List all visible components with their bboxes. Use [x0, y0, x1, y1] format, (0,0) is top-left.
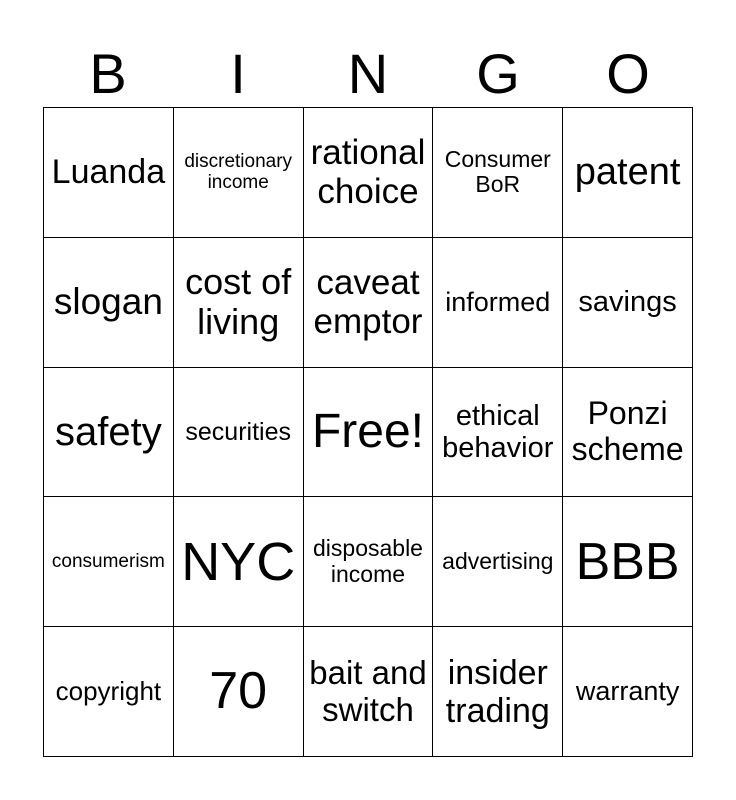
header-letter-b: B — [89, 42, 127, 105]
bingo-cell[interactable]: safety — [44, 368, 174, 498]
bingo-cell[interactable]: consumerism — [44, 497, 174, 627]
bingo-cell[interactable]: advertising — [433, 497, 563, 627]
bingo-cell[interactable]: discretionary income — [174, 108, 304, 238]
bingo-cell[interactable]: ethical behavior — [433, 368, 563, 498]
bingo-cell[interactable]: NYC — [174, 497, 304, 627]
bingo-cell[interactable]: warranty — [563, 627, 693, 757]
bingo-cell[interactable]: insider trading — [433, 627, 563, 757]
header-letter-o: O — [606, 42, 650, 105]
bingo-cell[interactable]: rational choice — [304, 108, 434, 238]
bingo-cell[interactable]: Luanda — [44, 108, 174, 238]
bingo-cell-free-space[interactable]: Free! — [304, 368, 434, 498]
bingo-cell[interactable]: patent — [563, 108, 693, 238]
header-letter-g: G — [476, 42, 520, 105]
header-letter-n: N — [347, 42, 389, 105]
bingo-cell[interactable]: 70 — [174, 627, 304, 757]
bingo-cell[interactable]: caveat emptor — [304, 238, 434, 368]
header-letter-i: I — [230, 42, 246, 105]
bingo-cell[interactable]: bait and switch — [304, 627, 434, 757]
bingo-cell[interactable]: disposable income — [304, 497, 434, 627]
bingo-cell[interactable]: Consumer BoR — [433, 108, 563, 238]
bingo-cell[interactable]: informed — [433, 238, 563, 368]
bingo-cell[interactable]: cost of living — [174, 238, 304, 368]
bingo-header — [43, 38, 693, 110]
bingo-cell[interactable]: BBB — [563, 497, 693, 627]
bingo-cell[interactable]: Ponzi scheme — [563, 368, 693, 498]
bingo-cell[interactable]: securities — [174, 368, 304, 498]
bingo-board — [43, 107, 693, 757]
bingo-cell[interactable]: savings — [563, 238, 693, 368]
bingo-cell[interactable]: copyright — [44, 627, 174, 757]
bingo-cell[interactable]: slogan — [44, 238, 174, 368]
